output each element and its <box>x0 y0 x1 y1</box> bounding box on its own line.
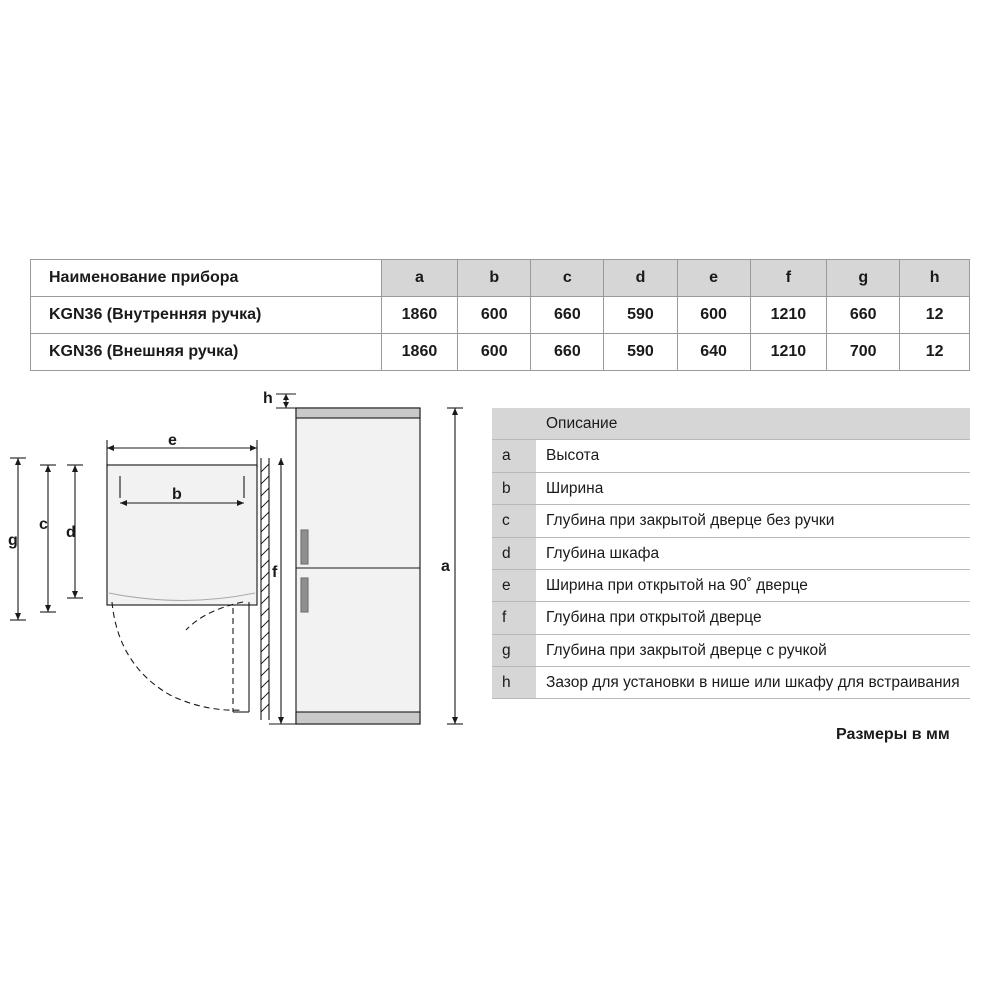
table-row <box>31 297 970 334</box>
legend-row-e <box>492 569 970 601</box>
cell-b: 600 <box>458 297 531 334</box>
legend-key-b: b <box>492 472 536 504</box>
cell-d: 590 <box>604 334 677 371</box>
dim-label-b: b <box>172 486 182 503</box>
cell-a: 1860 <box>381 297 458 334</box>
cell-b: 600 <box>458 334 531 371</box>
legend-row-h <box>492 667 970 699</box>
table-row <box>31 334 970 371</box>
cell-g: 660 <box>827 297 900 334</box>
legend-desc-b: Ширина <box>536 472 970 504</box>
column-header-name: Наименование прибора <box>31 260 382 297</box>
legend-header-row <box>492 408 970 440</box>
dim-label-g: g <box>8 532 18 549</box>
table-header <box>31 260 970 297</box>
legend-row-d <box>492 537 970 569</box>
column-header-f: f <box>750 260 827 297</box>
row-name: KGN36 (Внутренняя ручка) <box>31 297 382 334</box>
legend-key-c: c <box>492 505 536 537</box>
door-swing-arc <box>112 602 243 710</box>
legend-key-d: d <box>492 537 536 569</box>
legend-desc-h: Зазор для установки в нише или шкафу для встраивания <box>536 667 970 699</box>
dim-label-a: a <box>441 558 450 575</box>
drawing-svg <box>0 380 492 750</box>
front-view-bottom-band <box>296 712 420 724</box>
cell-d: 590 <box>604 297 677 334</box>
cell-c: 660 <box>531 334 604 371</box>
table-body <box>31 297 970 371</box>
front-view-body <box>296 408 420 724</box>
cell-a: 1860 <box>381 334 458 371</box>
legend-desc-e: Ширина при открытой на 90˚ дверце <box>536 569 970 601</box>
specification-table <box>30 259 970 371</box>
column-header-e: e <box>677 260 750 297</box>
dim-label-h: h <box>263 390 273 407</box>
legend-row-c <box>492 505 970 537</box>
dim-label-e: e <box>168 432 177 449</box>
cell-e: 640 <box>677 334 750 371</box>
column-header-h: h <box>900 260 970 297</box>
cell-e: 600 <box>677 297 750 334</box>
legend-desc-f: Глубина при открытой дверце <box>536 602 970 634</box>
top-view-cabinet <box>107 465 257 605</box>
table-header-row <box>31 260 970 297</box>
legend-key-h: h <box>492 667 536 699</box>
column-header-c: c <box>531 260 604 297</box>
units-note: Размеры в мм <box>836 726 950 743</box>
column-header-b: b <box>458 260 531 297</box>
legend-title: Описание <box>536 408 970 440</box>
cell-f: 1210 <box>750 334 827 371</box>
row-name: KGN36 (Внешняя ручка) <box>31 334 382 371</box>
legend-desc-a: Высота <box>536 440 970 472</box>
cell-f: 1210 <box>750 297 827 334</box>
legend-key-a: a <box>492 440 536 472</box>
legend-row-b <box>492 472 970 504</box>
technical-drawing <box>0 380 492 750</box>
legend-desc-d: Глубина шкафа <box>536 537 970 569</box>
front-view-lower-handle <box>301 578 308 612</box>
legend-row-g <box>492 634 970 666</box>
dim-label-f: f <box>272 564 278 581</box>
front-view-top-band <box>296 408 420 418</box>
column-header-d: d <box>604 260 677 297</box>
legend-desc-c: Глубина при закрытой дверце без ручки <box>536 505 970 537</box>
dim-label-d: d <box>66 524 76 541</box>
legend-row-a <box>492 440 970 472</box>
cell-h: 12 <box>900 297 970 334</box>
cell-c: 660 <box>531 297 604 334</box>
column-header-a: a <box>381 260 458 297</box>
legend-key-g: g <box>492 634 536 666</box>
legend-row-f <box>492 602 970 634</box>
door-swing-inner-arc <box>186 602 243 630</box>
cell-h: 12 <box>900 334 970 371</box>
front-view-upper-handle <box>301 530 308 564</box>
dim-label-c: c <box>39 516 48 533</box>
legend-desc-g: Глубина при закрытой дверце с ручкой <box>536 634 970 666</box>
legend-table <box>492 408 970 699</box>
legend-header-key <box>492 408 536 440</box>
column-header-g: g <box>827 260 900 297</box>
cell-g: 700 <box>827 334 900 371</box>
legend-key-e: e <box>492 569 536 601</box>
legend-key-f: f <box>492 602 536 634</box>
